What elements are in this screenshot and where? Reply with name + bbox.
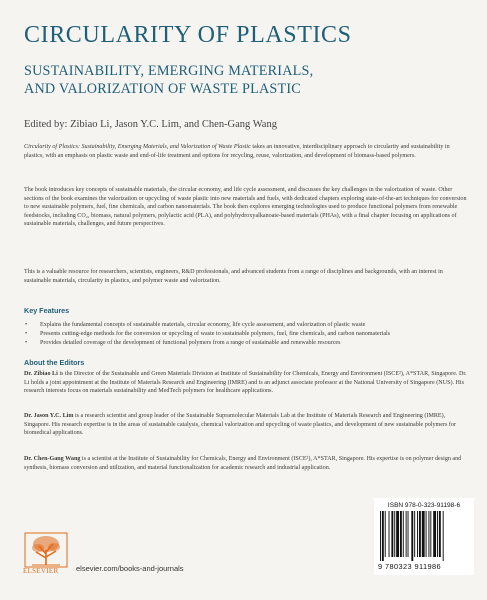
barcode-bar — [394, 511, 395, 557]
book-subtitle — [24, 62, 313, 98]
intro-book-title: Circularity of Plastics: Sustainability, Emerging Materials, and Valorization of Waste Plastic — [24, 144, 251, 150]
publisher-name: ELSEVIER — [23, 567, 59, 575]
barcode-bar — [439, 511, 441, 557]
about-editors-heading: About the Editors — [24, 358, 85, 367]
barcode-bar — [428, 511, 429, 557]
editors-line: Edited by: Zibiao Li, Jason Y.C. Lim, and Chen-Gang Wang — [24, 119, 277, 130]
book-title: CIRCULARITY OF PLASTICS — [24, 22, 352, 48]
barcode-bar — [437, 511, 438, 557]
barcode-bar — [419, 511, 421, 557]
isbn-barcode — [374, 498, 474, 575]
key-feature-text: Provides detailed coverage of the development of functional polymers from a range of sustainable and renewable resources — [40, 339, 341, 346]
editor-name: Dr. Jason Y.C. Lim — [24, 413, 74, 419]
key-features-list — [24, 321, 470, 348]
barcode-bar — [403, 511, 404, 557]
key-feature-item — [24, 330, 470, 339]
barcode-bar — [396, 511, 399, 557]
audience-paragraph: This is a valuable resource for researchers, scientists, engineers, R&D professionals, and advanced students from a range of disciplines and backgrounds, with an interest in sustainable materials, circularity in plastics, and polymer waste and valorization. — [24, 269, 443, 284]
barcode-bar — [422, 511, 425, 557]
barcode-bar — [417, 511, 418, 557]
barcode-bar — [391, 511, 393, 557]
bullet-icon: • — [25, 339, 28, 346]
barcode-bar — [406, 511, 407, 557]
barcode-bar — [443, 511, 444, 561]
barcode-bar — [382, 511, 384, 561]
editor-name: Dr. Zibiao Li — [24, 371, 58, 377]
intro-paragraph — [24, 143, 470, 160]
barcode-bar — [433, 511, 436, 557]
key-feature-item — [24, 339, 470, 348]
barcode-bar — [385, 511, 386, 557]
barcode-bar — [400, 511, 402, 557]
barcode-bar — [430, 511, 431, 557]
editor-bio-wang — [24, 455, 470, 472]
barcode-bar — [380, 511, 381, 561]
subtitle-line-1: SUSTAINABILITY, EMERGING MATERIALS, — [24, 63, 314, 79]
editor-bio-li — [24, 370, 470, 396]
editor-bio-text: is the Director of the Sustainable and Green Materials Division at Institute of Sustainability for Chemicals, Energy and Environment (ISCE²), A*STAR, Singapore. Dr. Li holds a joint appointment at the Institute of Materials Research and Engineering (IMRE) and is an adjunct associate professor at the National University of Singapore (NUS). His research interests focus on materials sustainability and MedTech polymers for healthcare applications. — [24, 371, 467, 395]
description-paragraph: The book introduces key concepts of sustainable materials, the circular economy, and life cycle assessment, and discusses the key challenges in the valorization of waste. Other sections of the book examines the valorization or upcycling of waste plastic into new materials and fuels, with dedicated chapters exploring state-of-the-art techniques for conversion to new sustainable polymers, fuel, fine chemicals, and carbon nanomaterials. The book then explores emerging technologies used to produce functional polymers from renewable feedstocks, including CO₂, biomass, natural polymers, polylactic acid (PLA), and polyhydroxyalkanoate-based materials (PHAs), with a final chapter focusing on applications of sustainable materials, challenges, and future perspectives. — [24, 187, 467, 228]
editor-bio-text: is a scientist at the Institute of Sustainability for Chemicals, Energy and Environment (ISCE²), A*STAR, Singapore. His expertise is on polymer design and synthesis, biomass conversion and utilization, and material functionalization for academic research and industrial application. — [24, 456, 462, 471]
barcode-bar — [389, 511, 390, 557]
barcode-bar — [426, 511, 427, 557]
bullet-icon: • — [25, 330, 28, 337]
subtitle-line-2: AND VALORIZATION OF WASTE PLASTIC — [24, 81, 301, 97]
editor-bio-lim — [24, 412, 470, 438]
key-feature-text: Presents cutting-edge methods for the conversion or upcycling of waste to sustainable polymers, fuel, fine chemicals, and carbon nanomaterials — [40, 330, 391, 337]
key-feature-item — [24, 321, 470, 330]
barcode-bar — [411, 511, 413, 561]
intro-text: takes an innovative, interdisciplinary approach to circularity and sustainability in plastics, with an emphasis on plastic waste and end-of-life treatment and options for recycling, reuse, valorization, and development of biomass-based polymers. — [24, 144, 450, 159]
barcode-bars-icon — [380, 511, 468, 561]
key-features-heading: Key Features — [24, 306, 70, 315]
barcode-number: 9 780323 911986 — [378, 562, 441, 571]
bullet-icon: • — [25, 322, 28, 328]
publisher-website-link[interactable]: elsevier.com/books-and-journals — [76, 564, 184, 573]
editor-name: Dr. Chen-Gang Wang — [24, 456, 81, 462]
editor-bio-text: is a research scientist and group leader of the Sustainable Supramolecular Materials Lab at the Institute of Materials Research and Engineering (IMRE), Singapore. His research expertise is in the areas of sustainable catalysis, chemical valorization and upcycling of waste plastics, and development of new sustainable polymers for biomedical applications. — [24, 413, 457, 437]
isbn-label: ISBN 978-0-323-91198-6 — [387, 502, 461, 509]
barcode-bar — [408, 511, 409, 557]
barcode-bar — [414, 511, 415, 557]
key-feature-text: Explains the fundamental concepts of sustainable materials, circular economy, life cycle assessment, and valorization of plastic waste — [40, 322, 366, 328]
